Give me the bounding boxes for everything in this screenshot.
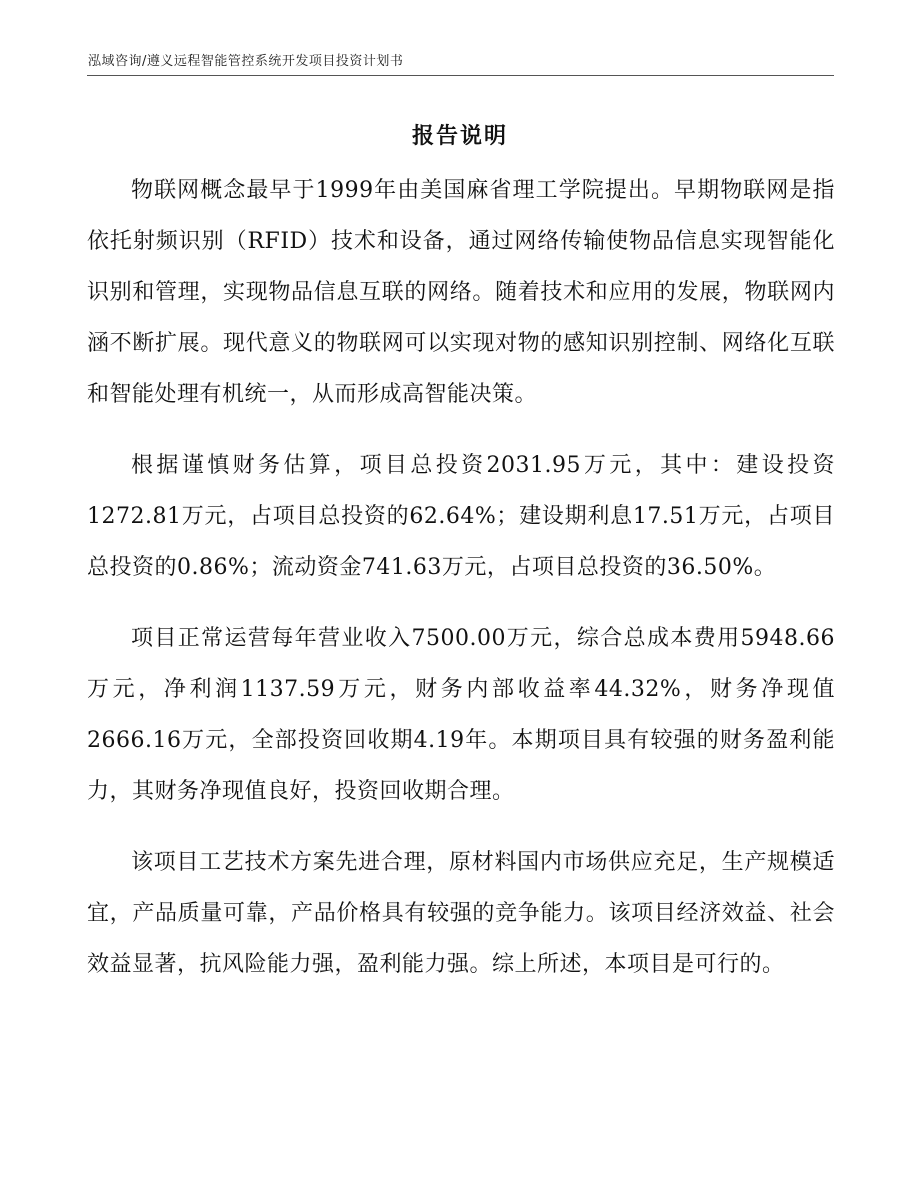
header-divider — [87, 75, 834, 76]
paragraph-feasibility-conclusion: 该项目工艺技术方案先进合理，原材料国内市场供应充足，生产规模适宜，产品质量可靠，产品价格具有较强的竞争能力。该项目经济效益、社会效益显著，抗风险能力强，盈利能力强。综上所述，本项目是可行的。 — [87, 850, 835, 977]
document-title: 报告说明 — [411, 124, 508, 149]
paragraph-financial-returns: 项目正常运营每年营业收入7500.00万元，综合总成本费用5948.66万元，净利润1137.59万元，财务内部收益率44.32%，财务净现值2666.16万元，全部投资回收期4.19年。本期项目具有较强的财务盈利能力，其财务净现值良好，投资回收期合理。 — [87, 626, 835, 804]
paragraph-investment-estimate: 根据谨慎财务估算，项目总投资2031.95万元，其中：建设投资1272.81万元，占项目总投资的62.64%；建设期利息17.51万元，占项目总投资的0.86%；流动资金741.63万元，占项目总投资的36.50%。 — [87, 453, 835, 580]
running-header: 泓域咨询/遵义远程智能管控系统开发项目投资计划书 — [88, 54, 404, 69]
paragraph-iot-background: 物联网概念最早于1999年由美国麻省理工学院提出。早期物联网是指依托射频识别（RFID）技术和设备，通过网络传输使物品信息实现智能化识别和管理，实现物品信息互联的网络。随着技术和应用的发展，物联网内涵不断扩展。现代意义的物联网可以实现对物的感知识别控制、网络化互联和智能处理有机统一，从而形成高智能决策。 — [87, 178, 835, 407]
document-body — [87, 165, 835, 1010]
